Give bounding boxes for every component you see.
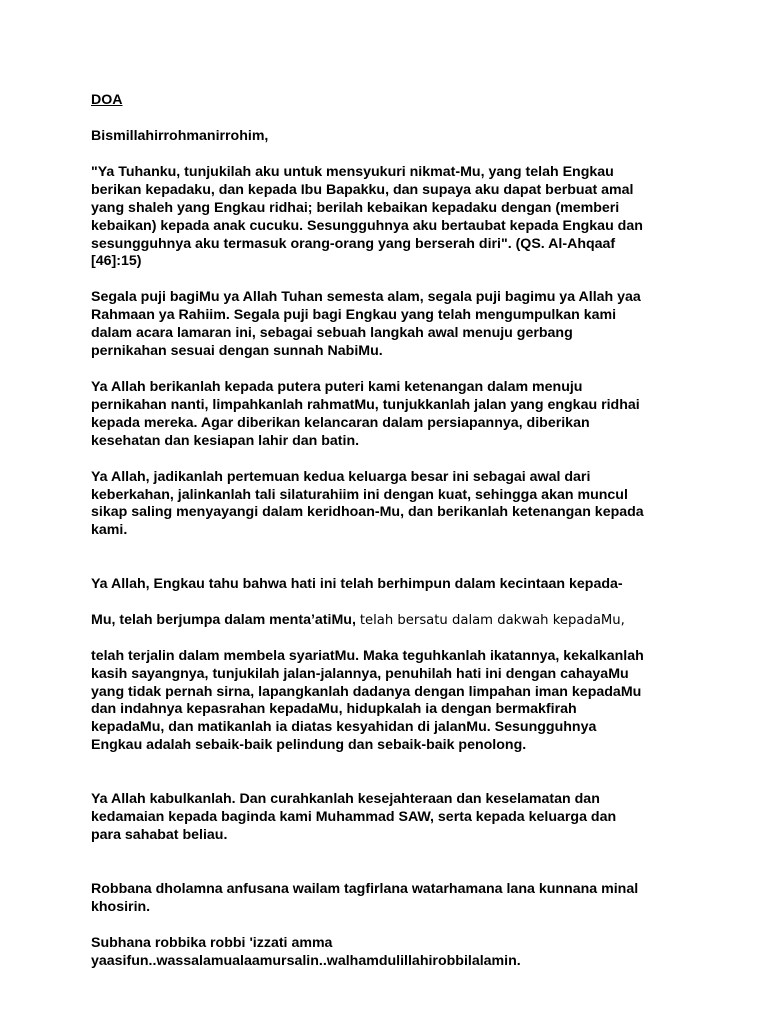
paragraph-families: Ya Allah, jadikanlah pertemuan kedua keluarga besar ini sebagai awal dari keberkahan, jalinkanlah tali silaturahiim ini dengan kuat, sehingga akan muncul sikap saling menyayangi dalam keridhoan-Mu, dan berikanlah ketenangan kepada kami.	[91, 468, 644, 539]
paragraph-robbana: Robbana dholamna anfusana wailam tagfirlana watarhamana lana kunnana minal khosirin.	[91, 880, 639, 915]
spacer	[91, 845, 691, 881]
paragraph-hearts	[91, 558, 691, 773]
paragraph-praise: Segala puji bagiMu ya Allah Tuhan semesta alam, segala puji bagimu ya Allah yaa Rahmaan ya Rahiim. Segala puji bagi Engkau yang telah mengumpulkan kami dalam acara lamaran ini, sebagai sebuah langkah awal menuju gerbang pernikahan sesuai dengan sunnah NabiMu.	[91, 289, 641, 360]
paragraph-closing: Subhana robbika robbi 'izzati amma yaasifun..wassalamualaamursalin..walhamdulillahirobbilalamin.	[91, 934, 521, 969]
paragraph-children: Ya Allah berikanlah kepada putera puteri kami ketenangan dalam menuju pernikahan nanti, limpahkanlah rahmatMu, tunjukkanlah jalan yang engkau ridhai kepada mereka. Agar diberikan kelancaran dalam persiapannya, diberikan kesehatan dan kesiapan lahir dan batin.	[91, 378, 640, 449]
verse-paragraph: "Ya Tuhanku, tunjukilah aku untuk mensyukuri nikmat-Mu, yang telah Engkau berikan kepadaku, dan kepada Ibu Bapakku, dan supaya aku dapat berbuat amal yang shaleh yang Engkau ridhai; berilah kebaikan kepadaku dengan (memberi kebaikan) kepada anak cucuku. Sesungguhnya aku bertaubat kepada Engkau dan sesungguhnya aku termasuk orang-orang yang berserah diri". (QS. Al-Ahqaaf [46]:15)	[91, 163, 643, 270]
spacer	[91, 271, 691, 289]
paragraph-hearts-rest: telah terjalin dalam membela syariatMu. Maka teguhkanlah ikatannya, kekalkanlah kasih sayangnya, tunjukilah jalan-jalannya, penuhilah hati ini dengan cahayaMu yang tidak pernah sirna, lapangkanlah dadanya dengan limpahan iman kepadaMu dan indahnya kepasrahan kepadaMu, hidupkalah ia dengan bermakfirah kepadaMu, dan matikanlah ia diatas kesyahidan di jalanMu. Sesungguhnya Engkau adalah sebaik-baik pelindung dan sebaik-baik penolong.	[91, 647, 644, 754]
document-page	[91, 92, 691, 970]
spacer	[91, 110, 691, 128]
opening-line: Bismillahirrohmanirrohim,	[91, 128, 269, 144]
paragraph-hearts-line-2a: Mu, telah berjumpa dalam menta’atiMu,	[91, 611, 360, 628]
spacer	[91, 451, 691, 469]
paragraph-hearts-line-2b: telah bersatu dalam dakwah kepadaMu,	[359, 612, 625, 628]
spacer	[91, 773, 691, 791]
paragraph-salawat: Ya Allah kabulkanlah. Dan curahkanlah kesejahteraan dan keselamatan dan kedamaian kepada baginda kami Muhammad SAW, serta kepada keluarga dan para sahabat beliau.	[91, 791, 617, 843]
spacer	[91, 917, 691, 935]
spacer	[91, 361, 691, 379]
spacer	[91, 146, 691, 164]
paragraph-hearts-line-1: Ya Allah, Engkau tahu bahwa hati ini telah berhimpun dalam kecintaan kepada-	[91, 576, 623, 593]
spacer	[91, 540, 691, 558]
document-title: DOA	[91, 92, 123, 108]
paragraph-hearts-line-2	[91, 612, 691, 630]
